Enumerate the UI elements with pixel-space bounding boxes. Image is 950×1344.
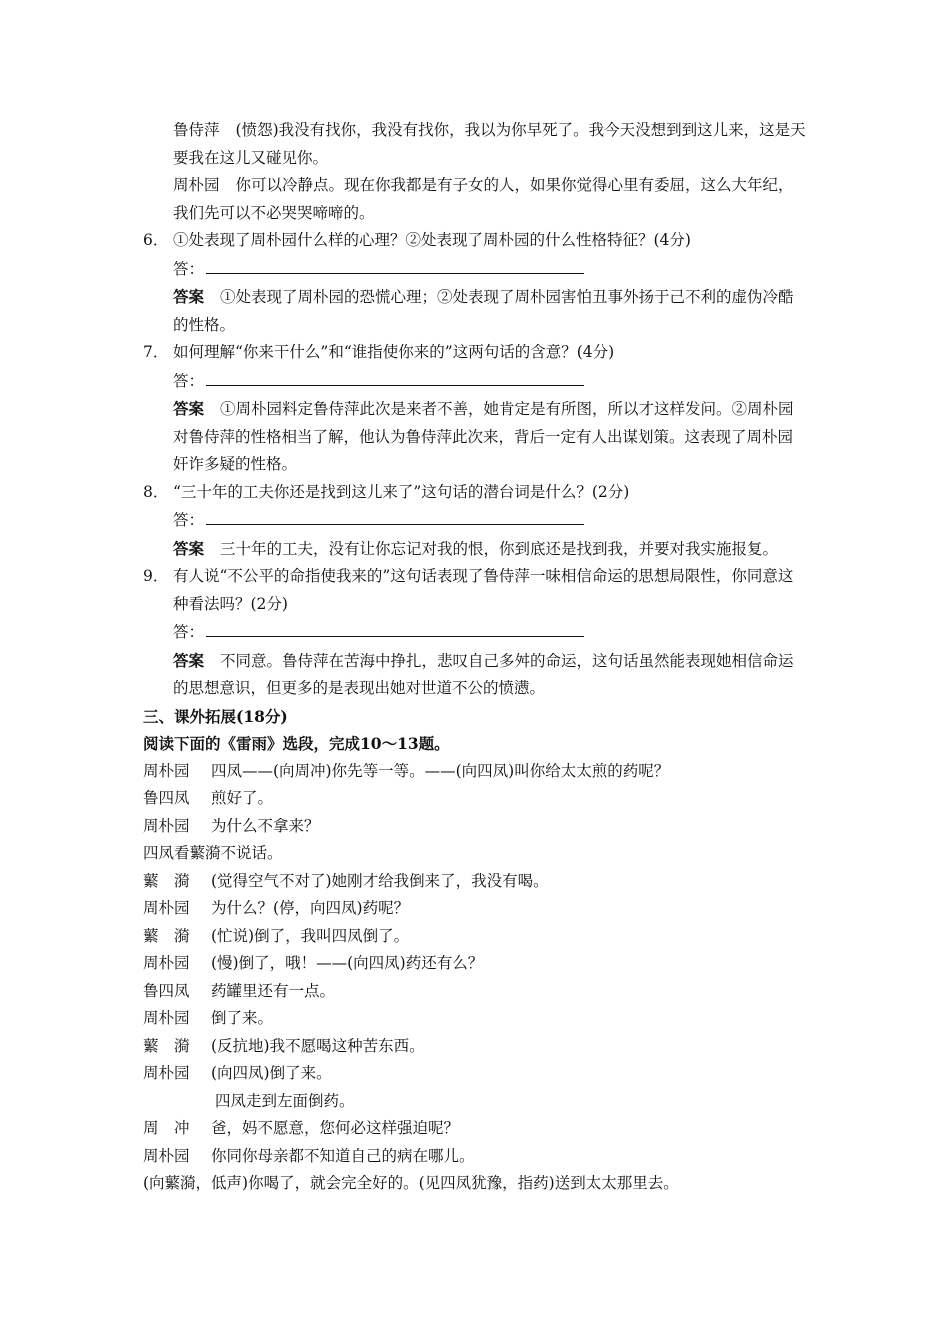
dialog-main <box>143 758 808 1198</box>
stage-direction: 四凤走到左面倒药。 <box>215 1091 355 1110</box>
speaker: 蘩 漪 <box>143 926 190 945</box>
line-text: (愤怨)我没有找你，我没有找你，我以为你早死了。我今天没想到到这儿来，这是天要我在这儿又碰见你。 <box>173 121 806 167</box>
answer: 答案 三十年的工夫，没有让你忘记对我的恨，你到底还是找到我，并要对我实施报复。 <box>173 538 779 558</box>
speaker: 周朴园 <box>143 1064 190 1082</box>
speaker: 周朴园 <box>173 176 220 194</box>
section-title: 三、课外拓展(18分) <box>143 706 288 726</box>
speaker: 周朴园 <box>143 1146 190 1165</box>
dialog-line: 周朴园 为什么？(停，向四凤)药呢？ <box>143 895 808 923</box>
dialog-line: 周朴园 四凤——(向周冲)你先等一等。——(向四凤)叫你给太太煎的药呢？ <box>143 758 808 786</box>
speaker: 周朴园 <box>143 954 190 972</box>
answer-blank: 答： <box>173 255 808 284</box>
answer-line <box>206 618 584 637</box>
question-6 <box>143 227 808 339</box>
speaker: 周朴园 <box>143 899 190 917</box>
speaker: 周朴园 <box>143 816 190 835</box>
answer-label: 答案 <box>173 399 205 418</box>
dialog-line: 周朴园 你同你母亲都不知道自己的病在哪儿。 <box>143 1143 808 1171</box>
question-number: 9． <box>143 567 169 585</box>
answer-label: 答案 <box>173 287 205 306</box>
answer-line <box>206 255 584 274</box>
dialog-line: 蘩 漪 (觉得空气不对了)她刚才给我倒来了，我没有喝。 <box>143 868 808 896</box>
question-text: 7． 如何理解“你来干什么”和“谁指使你来的”这两句话的含意？(4分) <box>173 339 808 367</box>
speaker: 周 冲 <box>143 1119 190 1137</box>
dialog-line: 蘩 漪 (反抗地)我不愿喝这种苦东西。 <box>143 1033 808 1061</box>
dialog-line: 蘩 漪 (忙说)倒了，我叫四凤倒了。 <box>143 923 808 951</box>
speaker: 周朴园 <box>143 761 190 780</box>
dialog-line <box>173 117 808 172</box>
answer-blank: 答： <box>173 367 808 396</box>
question-number: 6． <box>143 231 169 249</box>
dialog-line <box>173 172 808 227</box>
speaker: 鲁四凤 <box>143 789 190 807</box>
question-text: 8． “三十年的工夫你还是找到这儿来了”这句话的潜台词是什么？(2分) <box>173 479 808 507</box>
answer-blank: 答： <box>173 506 808 535</box>
answer-line <box>206 367 584 386</box>
dialog-top <box>143 117 808 227</box>
answer-label: 答案 <box>173 650 205 670</box>
dialog-line: 周朴园 倒了来。 <box>143 1005 808 1033</box>
question-7 <box>143 339 808 479</box>
dialog-line: 鲁四凤 药罐里还有一点。 <box>143 978 808 1006</box>
dialog-continuation: (向蘩漪，低声)你喝了，就会完全好的。(见四凤犹豫，指药)送到太太那里去。 <box>143 1174 679 1192</box>
question-8 <box>143 479 808 564</box>
speaker: 鲁侍萍 <box>173 121 220 139</box>
answer: 答案 ①处表现了周朴园的恐慌心理；②处表现了周朴园害怕丑事外扬于己不利的虚伪冷酷的性格。 <box>173 287 794 334</box>
answer: 答案 ①周朴园料定鲁侍萍此次是来者不善，她肯定是有所图，所以才这样发问。②周朴园对鲁侍萍的性格相当了解，他认为鲁侍萍此次来，背后一定有人出谋划策。这表现了周朴园奸诈多疑的性格。 <box>173 399 794 473</box>
answer-blank: 答： <box>173 618 808 647</box>
answer: 答案 不同意。鲁侍萍在苦海中挣扎，悲叹自己多舛的命运，这句话虽然能表现她相信命运的思想意识，但更多的是表现出她对世道不公的愤懑。 <box>173 650 794 697</box>
answer-label: 答案 <box>173 538 205 558</box>
answer-line <box>206 506 584 525</box>
speaker: 周朴园 <box>143 1009 190 1027</box>
speaker: 鲁四凤 <box>143 981 190 1000</box>
dialog-line: 周朴园 (慢)倒了，哦！——(向四凤)药还有么？ <box>143 950 808 978</box>
question-9 <box>143 563 808 703</box>
speaker: 蘩 漪 <box>143 1036 190 1055</box>
document-content <box>143 117 808 1198</box>
dialog-line: 周朴园 为什么不拿来？ <box>143 813 808 841</box>
question-number: 8． <box>143 482 169 501</box>
speaker: 蘩 漪 <box>143 871 190 890</box>
line-text: 你可以冷静点。现在你我都是有子女的人，如果你觉得心里有委屈，这么大年纪，我们先可以不必哭哭啼啼的。 <box>173 176 794 222</box>
stage-direction: 四凤看蘩漪不说话。 <box>143 844 283 862</box>
dialog-line: 周朴园 (向四凤)倒了来。 <box>143 1060 808 1088</box>
dialog-line: 鲁四凤 煎好了。 <box>143 785 808 813</box>
dialog-line: 周 冲 爸，妈不愿意，您何必这样强迫呢？ <box>143 1115 808 1143</box>
question-number: 7． <box>143 343 169 361</box>
question-text: 9． 有人说“不公平的命指使我来的”这句话表现了鲁侍萍一味相信命运的思想局限性，你同意这种看法吗？(2分) <box>173 563 808 618</box>
reading-prompt: 阅读下面的《雷雨》选段，完成10～13题。 <box>143 734 450 753</box>
question-text: 6． ①处表现了周朴园什么样的心理？②处表现了周朴园的什么性格特征？(4分) <box>173 227 808 255</box>
